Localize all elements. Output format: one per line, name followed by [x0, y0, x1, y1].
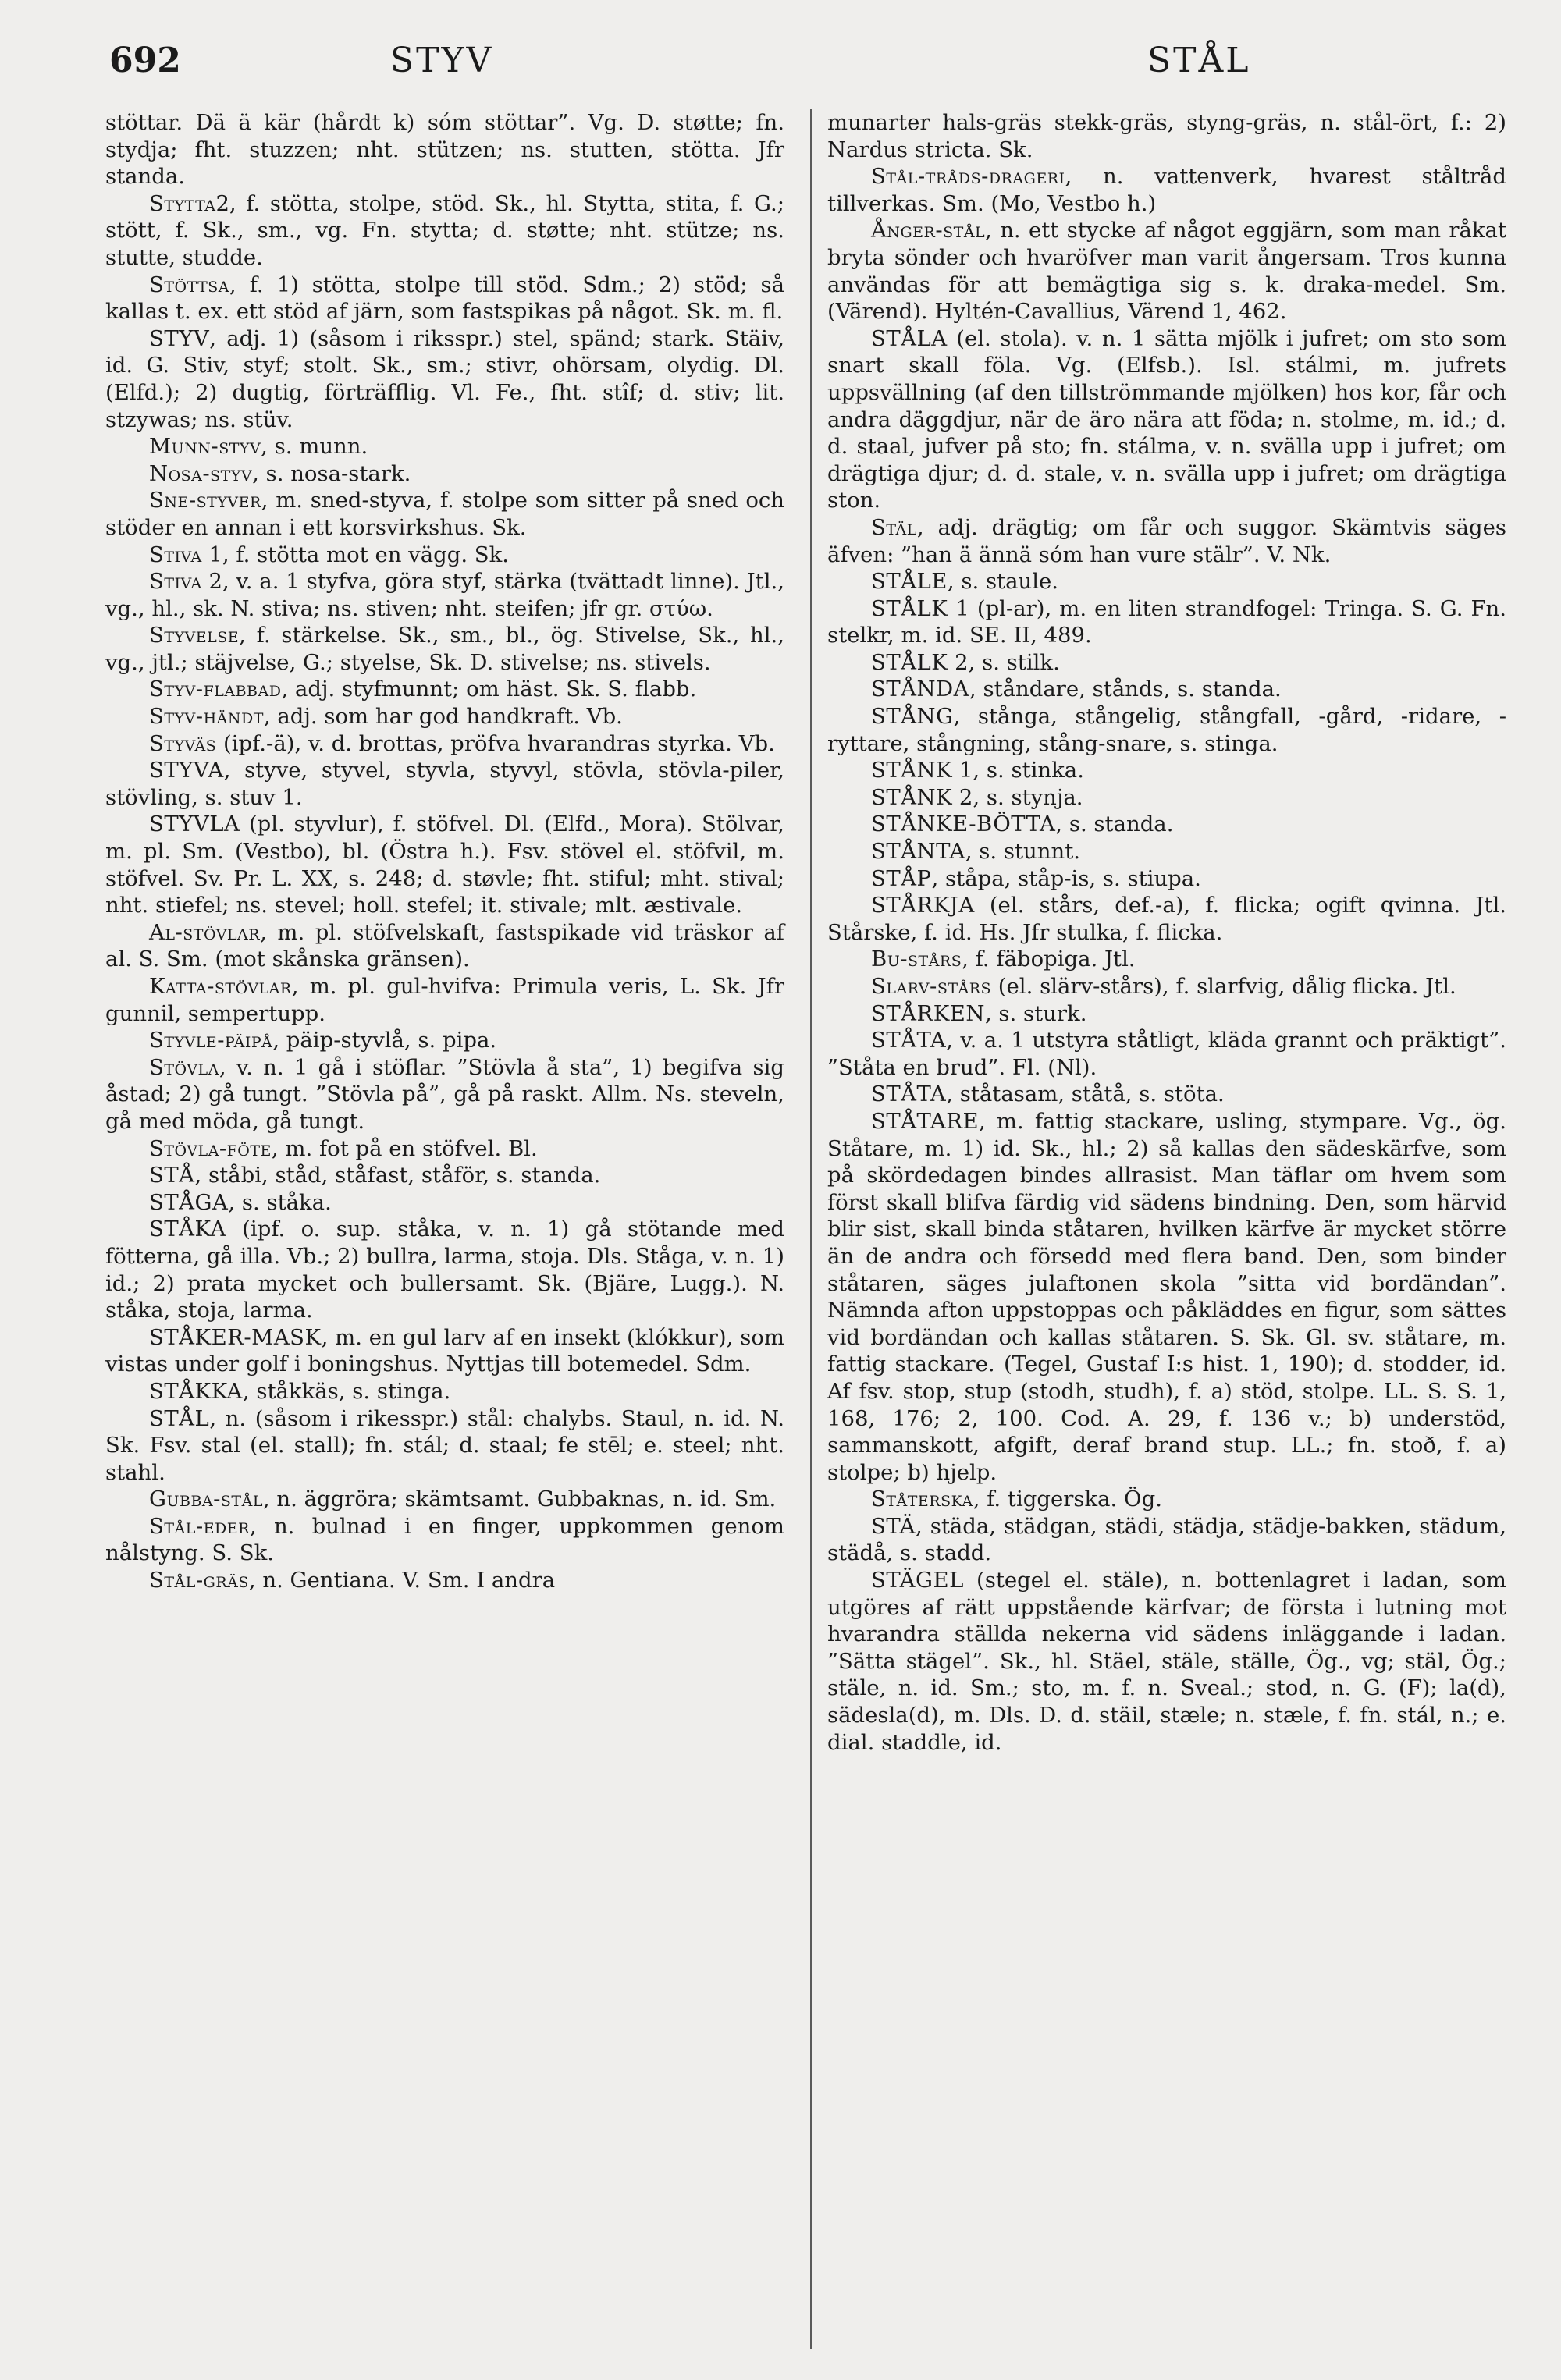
dictionary-entry — [827, 946, 1506, 973]
entry-text: , s. staule. — [947, 569, 1059, 595]
left-column — [105, 109, 784, 1594]
entry-text: , päip-styvlå, s. pipa. — [272, 1028, 497, 1053]
entry-headword: Gubba-stål — [149, 1487, 263, 1512]
entry-text: , städa, städgan, städi, städja, städje-bakken, städum, städå, s. stadd. — [827, 1513, 1506, 1566]
entry-text: , s. sturk. — [984, 1000, 1087, 1026]
entry-headword: STYVLA — [149, 812, 240, 837]
entry-headword: Katta-stövlar — [149, 974, 292, 999]
dictionary-entry — [827, 1027, 1506, 1081]
entry-headword: STÅP — [871, 865, 932, 891]
entry-text: 2, f. stötta, stolpe, stöd. Sk., hl. Stytta, stita, f. G.; stött, f. Sk., sm., vg. Fn. stytta; d. støtte; nht. stütze; ns. stutte, studde. — [105, 190, 784, 270]
dictionary-entry — [827, 892, 1506, 946]
entry-text: , f. fäbopiga. Jtl. — [962, 947, 1136, 972]
dictionary-entry — [827, 1486, 1506, 1513]
entry-text: 1 (pl-ar), m. en liten strandfogel: Tringa. S. G. Fn. stelkr, m. id. SE. II, 489. — [827, 595, 1506, 648]
entry-headword: Stövla-föte — [149, 1135, 272, 1161]
entry-headword: Slarv-stårs — [871, 974, 992, 999]
entry-headword: STÅRKEN — [871, 1000, 985, 1026]
entry-headword: Styv-händt — [149, 704, 264, 730]
entry-text: 2, v. a. 1 styfva, göra styf, stärka (tvättadt linne). Jtl., vg., hl., sk. N. stiva; ns. stiven; nht. steifen; jfr gr. στύω. — [105, 569, 784, 621]
dictionary-entry — [105, 433, 784, 460]
dictionary-entry — [105, 1486, 784, 1513]
entry-headword: STÅKA — [149, 1217, 226, 1242]
entry-headword: STÄGEL — [871, 1568, 964, 1593]
dictionary-entry — [827, 1000, 1506, 1028]
dictionary-entry — [105, 703, 784, 730]
entry-headword: Al-stövlar — [149, 919, 261, 945]
entry-headword: Stål-tråds-drageri — [871, 164, 1065, 190]
entry-text: , m. fattig stackare, usling, stympare. Vg., ög. Ståtare, m. 1) id. Sk., hl.; 2) så kallas den sädeskärfve, som på skördedagen bindes allrasist. Man täflar om hvem som först skall blifva färdig vid sädens bindning. Den, som härvid blir sist, skall binda ståtaren, hvilken kärfve är mycket större än de andra och försedd med flera band. Den, som binder ståtaren, säges julaftonen skola ”sitta vid bordändan”. Nämnda afton uppstoppas och påkläddes en figur, som sättes vid bordändan och kallas ståtaren. S. Sk. Gl. sv. ståtare, m. fattig stackare. (Tegel, Gustaf I:s hist. 1, 190); d. stodder, id. Af fsv. stop, stup (stodh, studh), f. a) stöd, stolpe. LL. S. S. 1, 168, 176; 2, 100. Cod. A. 29, f. 136 v.; b) understöd, sammanskott, afgift, deraf brand stup. LL.; fn. stoð, f. a) stolpe; b) hjelp. — [827, 1108, 1506, 1485]
entry-headword: Stöttsa — [149, 272, 230, 297]
entry-text: , m. sned-styva, f. stolpe som sitter på sned och stöder en annan i ett korsvirkshus. Sk. — [105, 488, 784, 540]
entry-headword: Stövla — [149, 1054, 219, 1080]
entry-headword: Styväs — [149, 730, 217, 756]
entry-text: , adj. drägtig; om får och suggor. Skämtvis säges äfven: ”han ä ännä sóm han vure stälr”. V. Nk. — [827, 514, 1506, 567]
entry-headword: Stytta — [149, 190, 216, 216]
entry-headword: Bu-stårs — [871, 947, 962, 972]
entry-headword: STÅNTA — [871, 839, 965, 865]
entry-text: , n. bulnad i en finger, uppkommen genom nålstyng. S. Sk. — [105, 1513, 784, 1566]
entry-text: , s. standa. — [1055, 812, 1174, 837]
dictionary-entry — [105, 1216, 784, 1323]
entry-text: , s. munn. — [261, 434, 368, 460]
entry-headword: Stiva — [149, 569, 202, 595]
dictionary-entry — [105, 757, 784, 811]
entry-headword: STÅKER-MASK — [149, 1324, 322, 1350]
dictionary-entry — [105, 1378, 784, 1405]
dictionary-entry — [827, 1108, 1506, 1486]
entry-headword: Ånger-stål — [871, 218, 986, 243]
entry-text: (ipf. o. sup. ståka, v. n. 1) gå stötande med fötterna, gå illa. Vb.; 2) bullra, larma, stoja. Dls. Ståga, v. n. 1) id.; 2) prata mycket och bullersamt. Sk. (Bjäre, Lugg.). N. ståka, stoja, larma. — [105, 1217, 784, 1323]
dictionary-entry — [105, 542, 784, 569]
entry-text: , adj. 1) (såsom i riksspr.) stel, spänd; stark. Stäiv, id. G. Stiv, styf; stolt. Sk., sm.; stivr, ohörsam, olydig. Dl. (Elfd.); 2) dugtig, förträfflig. Vl. Fe., fht. stîf; d. stiv; lit. stzywas; ns. stüv. — [105, 325, 784, 432]
right-column — [827, 109, 1506, 1756]
entry-headword: STYV — [149, 325, 210, 351]
dictionary-entry — [105, 460, 784, 488]
entry-text: , adj. som har god handkraft. Vb. — [263, 704, 623, 730]
entry-text: munarter hals-gräs stekk-gräs, styng-gräs, n. stål-ört, f.: 2) Nardus stricta. Sk. — [827, 110, 1506, 162]
entry-text: stöttar. Dä ä kär (hårdt k) sóm stöttar”. Vg. D. støtte; fn. stydja; fht. stuzzen; nht. stützen; ns. stutten, stötta. Jfr standa. — [105, 110, 784, 190]
entry-headword: STÄ — [871, 1513, 916, 1539]
dictionary-entry — [105, 487, 784, 541]
entry-headword: Munn-styv — [149, 434, 261, 460]
dictionary-entry — [105, 325, 784, 433]
entry-headword: Styvelse — [149, 623, 240, 648]
entry-headword: STÅLA — [871, 325, 948, 351]
entry-headword: STÅL — [149, 1405, 210, 1431]
entry-text: , s. ståka. — [228, 1189, 332, 1215]
entry-headword: Nosa-styv — [149, 460, 253, 486]
entry-text: , ståkkäs, s. stinga. — [242, 1378, 451, 1404]
dictionary-entry — [827, 1513, 1506, 1567]
column-divider — [810, 109, 812, 2349]
entry-headword: Stål-gräs — [149, 1568, 249, 1593]
dictionary-entry — [105, 1027, 784, 1054]
entry-headword: STÅLE — [871, 569, 948, 595]
entry-headword: STÅ — [149, 1163, 195, 1188]
entry-text: , styve, styvel, styvla, styvyl, stövla, stövla-piler, stövling, s. stuv 1. — [105, 758, 784, 810]
entry-headword: STÅNK — [871, 784, 953, 810]
dictionary-entry — [827, 784, 1506, 812]
entry-text: 2, s. stynja. — [952, 784, 1083, 810]
entry-text: , n. vattenverk, hvarest ståltråd tillverkas. Sm. (Mo, Vestbo h.) — [827, 164, 1506, 216]
entry-text: , m. fot på en stöfvel. Bl. — [271, 1135, 538, 1161]
dictionary-entry — [105, 1189, 784, 1217]
dictionary-entry — [105, 676, 784, 703]
entry-text: 1, f. stötta mot en vägg. Sk. — [201, 542, 510, 567]
entry-text: , n. Gentiana. V. Sm. I andra — [248, 1568, 556, 1593]
entry-text: , m. pl. gul-hvifva: Primula veris, L. Sk. Jfr gunnil, sempertupp. — [105, 974, 784, 1026]
entry-headword: STÅTARE — [871, 1108, 980, 1134]
entry-headword: STÅTA — [871, 1082, 947, 1107]
running-head-left: STYV — [390, 41, 494, 80]
running-head-right: STÅL — [1147, 41, 1251, 80]
entry-headword: Styv-flabbad — [149, 677, 282, 702]
dictionary-entry — [105, 1567, 784, 1594]
dictionary-entry — [105, 1162, 784, 1189]
dictionary-entry — [827, 109, 1506, 163]
entry-headword: Stäl — [871, 514, 917, 540]
entry-headword: Sne-styver — [149, 488, 261, 513]
dictionary-entry — [827, 163, 1506, 217]
entry-text: , m. en gul larv af en insekt (klókkur), som vistas under golf i boningshus. Nyttjas till botemedel. Sdm. — [105, 1324, 784, 1377]
entry-text: 1, s. stinka. — [952, 758, 1084, 783]
dictionary-entry — [827, 811, 1506, 838]
page-header — [0, 0, 1561, 117]
entry-text: , adj. styfmunnt; om häst. Sk. S. flabb. — [281, 677, 697, 702]
entry-headword: Styvle-päipå — [149, 1028, 273, 1053]
entry-text: , n. ett stycke af något eggjärn, som man råkat bryta sönder och hvaröfver man varit ångersam. Tros kunna användas för att bemägtiga sig s. k. draka-medel. Sm. (Värend). Hyltén-Cavallius, Värend 1, 462. — [827, 218, 1506, 325]
dictionary-entry — [105, 190, 784, 272]
dictionary-entry — [105, 568, 784, 622]
entry-headword: STÅNKE-BÖTTA — [871, 812, 1056, 837]
entry-headword: STÅTA — [871, 1028, 947, 1053]
entry-text: , ståtasam, ståtå, s. stöta. — [946, 1082, 1225, 1107]
entry-text: , v. n. 1 gå i stöflar. ”Stövla å sta”, 1) begifva sig åstad; 2) gå tungt. ”Stövla på”, gå på raskt. Allm. Ns. steveln, gå med möda, gå tungt. — [105, 1054, 784, 1134]
dictionary-entry — [105, 1513, 784, 1567]
dictionary-entry — [105, 622, 784, 676]
entry-headword: STÅNDA — [871, 677, 970, 702]
dictionary-entry — [827, 217, 1506, 325]
dictionary-entry — [827, 865, 1506, 893]
entry-headword: STÅLK — [871, 595, 948, 621]
entry-text: (stegel el. stäle), n. bottenlagret i ladan, som utgöres af rätt uppstående kärfvar; de första i lutning mot hvarandra ställda nekerna vid sädens inläggande i ladan. ”Sätta stägel”. Sk., hl. Stäel, stäle, ställe, Ög., vg; stäl, Ög.; stäle, n. id. Sm.; sto, m. f. n. Sveal.; stod, n. G. (F); la(d), sädesla(d), m. Dls. D. d. stäil, stæle; n. stæle, f. fn. stál, n.; e. dial. staddle, id. — [827, 1568, 1506, 1755]
entry-headword: STÅGA — [149, 1189, 229, 1215]
dictionary-entry — [827, 703, 1506, 757]
dictionary-entry — [827, 568, 1506, 595]
dictionary-entry — [105, 811, 784, 918]
dictionary-entry — [105, 1405, 784, 1487]
entry-text: , f. 1) stötta, stolpe till stöd. Sdm.; 2) stöd; så kallas t. ex. ett stöd af järn, som fastspikas på något. Sk. m. fl. — [105, 272, 784, 325]
dictionary-entry — [105, 973, 784, 1027]
dictionary-entry — [105, 1324, 784, 1378]
dictionary-entry — [105, 1054, 784, 1135]
entry-text: , n. äggröra; skämtsamt. Gubbaknas, n. id. Sm. — [262, 1487, 777, 1512]
entry-text: (el. stola). v. n. 1 sätta mjölk i jufret; om sto som snart skall föla. Vg. (Elfsb.). Isl. stálmi, m. jufrets uppsvällning (af den tillströmmande mjölken) hos kor, får och andra däggdjur, när de äro nära att föda; n. stolme, m. id.; d. d. staal, jufver på sto; fn. stálma, v. n. svälla upp i jufret; om drägtiga djur; d. d. stale, v. n. svälla upp i jufret; om drägtiga ston. — [827, 325, 1506, 513]
entry-text: , s. nosa-stark. — [252, 460, 411, 486]
dictionary-entry — [827, 973, 1506, 1000]
dictionary-entry — [827, 757, 1506, 784]
dictionary-entry — [105, 730, 784, 758]
entry-headword: STÅKKA — [149, 1378, 243, 1404]
dictionary-entry — [827, 325, 1506, 514]
entry-headword: Stiva — [149, 542, 202, 567]
entry-text: , f. tiggerska. Ög. — [973, 1487, 1162, 1512]
entry-text: , ståndare, stånds, s. standa. — [969, 677, 1282, 702]
entry-text: 2, s. stilk. — [948, 649, 1060, 675]
dictionary-entry — [827, 514, 1506, 568]
dictionary-entry — [105, 919, 784, 973]
entry-text: , stånga, stångelig, stångfall, -gård, -ridare, -ryttare, stångning, stång-snare, s. stinga. — [827, 704, 1506, 756]
entry-text: (el. stårs, def.-a), f. flicka; ogift qvinna. Jtl. Stårske, f. id. Hs. Jfr stulka, f. flicka. — [827, 893, 1506, 945]
entry-text: (pl. styvlur), f. stöfvel. Dl. (Elfd., Mora). Stölvar, m. pl. Sm. (Vestbo), bl. (Östra h.). Fsv. stövel el. stöfvil, m. stöfvel. Sv. Pr. L. XX, s. 248; d. støvle; fht. stiful; mht. stival; nht. stiefel; ns. stevel; holl. stefel; it. stivale; mlt. æstivale. — [105, 812, 784, 918]
dictionary-entry — [827, 838, 1506, 865]
dictionary-entry — [105, 272, 784, 325]
entry-text: (ipf.-ä), v. d. brottas, pröfva hvarandras styrka. Vb. — [216, 730, 775, 756]
entry-text: , v. a. 1 utstyra ståtligt, kläda grannt och präktigt”. ”Ståta en brud”. Fl. (Nl). — [827, 1028, 1506, 1080]
entry-headword: STÅLK — [871, 649, 948, 675]
entry-headword: STÅNK — [871, 758, 953, 783]
dictionary-entry — [827, 676, 1506, 703]
entry-headword: Ståterska — [871, 1487, 973, 1512]
entry-headword: STÅNG — [871, 704, 954, 730]
dictionary-entry — [827, 649, 1506, 677]
entry-headword: STYVA — [149, 758, 224, 783]
entry-text: , s. stunnt. — [965, 839, 1080, 865]
entry-text: (el. slärv-stårs), f. slarfvig, dålig flicka. Jtl. — [991, 974, 1456, 999]
dictionary-entry — [827, 1081, 1506, 1108]
entry-text: , m. pl. stöfvelskaft, fastspikade vid träskor af al. S. Sm. (mot skånska gränsen). — [105, 919, 784, 972]
entry-headword: STÅRKJA — [871, 893, 975, 918]
dictionary-entry — [827, 1567, 1506, 1756]
dictionary-entry — [105, 109, 784, 190]
entry-text: , ståpa, ståp-is, s. stiupa. — [931, 865, 1201, 891]
dictionary-entry — [827, 595, 1506, 649]
dictionary-entry — [105, 1135, 784, 1163]
entry-text: , n. (såsom i rikesspr.) stål: chalybs. Staul, n. id. N. Sk. Fsv. stal (el. stall); fn. stál; d. staal; fe stēl; e. steel; nht. stahl. — [105, 1405, 784, 1485]
page-number: 692 — [109, 41, 181, 80]
entry-text: , f. stärkelse. Sk., sm., bl., ög. Stivelse, Sk., hl., vg., jtl.; stäjvelse, G.; styelse, Sk. D. stivelse; ns. stivels. — [105, 623, 784, 675]
entry-headword: Stål-eder — [149, 1513, 250, 1539]
entry-text: , ståbi, ståd, ståfast, ståför, s. standa. — [194, 1163, 601, 1188]
